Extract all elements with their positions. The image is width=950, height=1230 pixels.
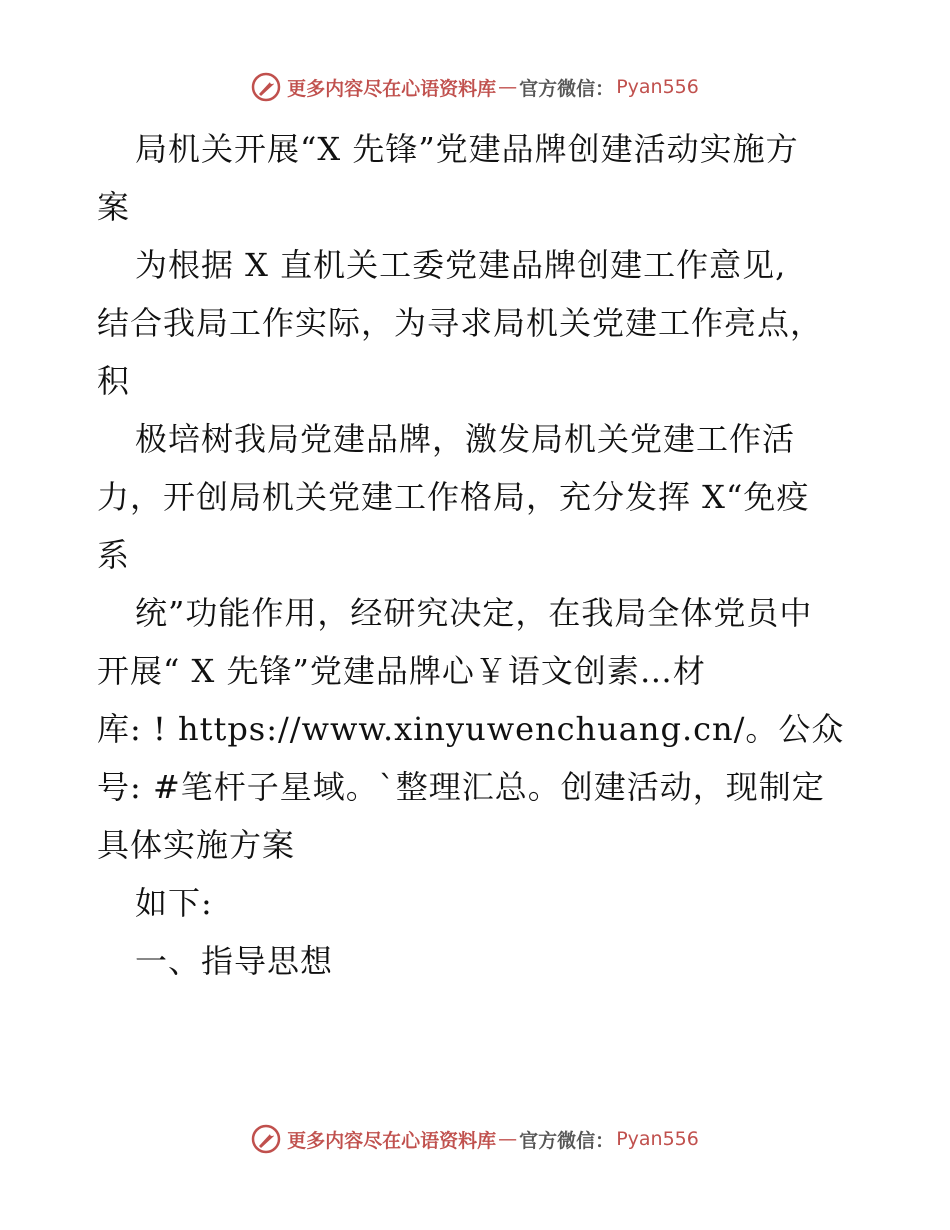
doc-line: 力，开创局机关党建工作格局，充分发挥 X“免疫 [97, 478, 810, 516]
doc-line: 系 [97, 536, 131, 574]
watermark-site-text: 更多内容尽在心语资料库 [287, 1129, 497, 1152]
doc-line: 结合我局工作实际，为寻求局机关党建工作亮点， [97, 304, 824, 342]
doc-line: 为根据 X 直机关工委党建品牌创建工作意见, [135, 246, 787, 284]
watermark-official-label: 官方微信： [519, 77, 615, 100]
watermark-dash: — [498, 1128, 518, 1150]
watermark-official-label: 官方微信： [519, 1129, 615, 1152]
header-watermark [0, 72, 950, 102]
doc-line: 具体实施方案 [97, 826, 296, 864]
doc-line: 开展“ X 先锋”党建品牌心￥语文创素…材 [97, 652, 706, 690]
doc-line: 如下: [135, 884, 213, 922]
doc-line: 号: #笔杆子星域。`整理汇总。创建活动，现制定 [97, 768, 825, 806]
watermark-site-text: 更多内容尽在心语资料库 [287, 77, 497, 100]
doc-line: 局机关开展“X 先锋”党建品牌创建活动实施方 [135, 130, 799, 168]
doc-line: 统”功能作用，经研究决定，在我局全体党员中 [135, 594, 813, 632]
doc-line: 极培树我局党建品牌，激发局机关党建工作活 [135, 420, 796, 458]
doc-line: 案 [97, 188, 131, 226]
doc-line: 库: ! https://www.xinyuwenchuang.cn/。公众 [97, 710, 845, 748]
watermark-wechat-id: Pyan556 [616, 76, 699, 98]
pen-nib-circle-icon [251, 1124, 281, 1154]
watermark-wechat-id: Pyan556 [616, 1128, 699, 1150]
doc-line: 一、指导思想 [135, 942, 334, 980]
doc-line: 积 [97, 362, 131, 400]
document-body [97, 120, 857, 990]
watermark-dash: — [498, 76, 518, 98]
pen-nib-circle-icon [251, 72, 281, 102]
footer-watermark [0, 1124, 950, 1154]
